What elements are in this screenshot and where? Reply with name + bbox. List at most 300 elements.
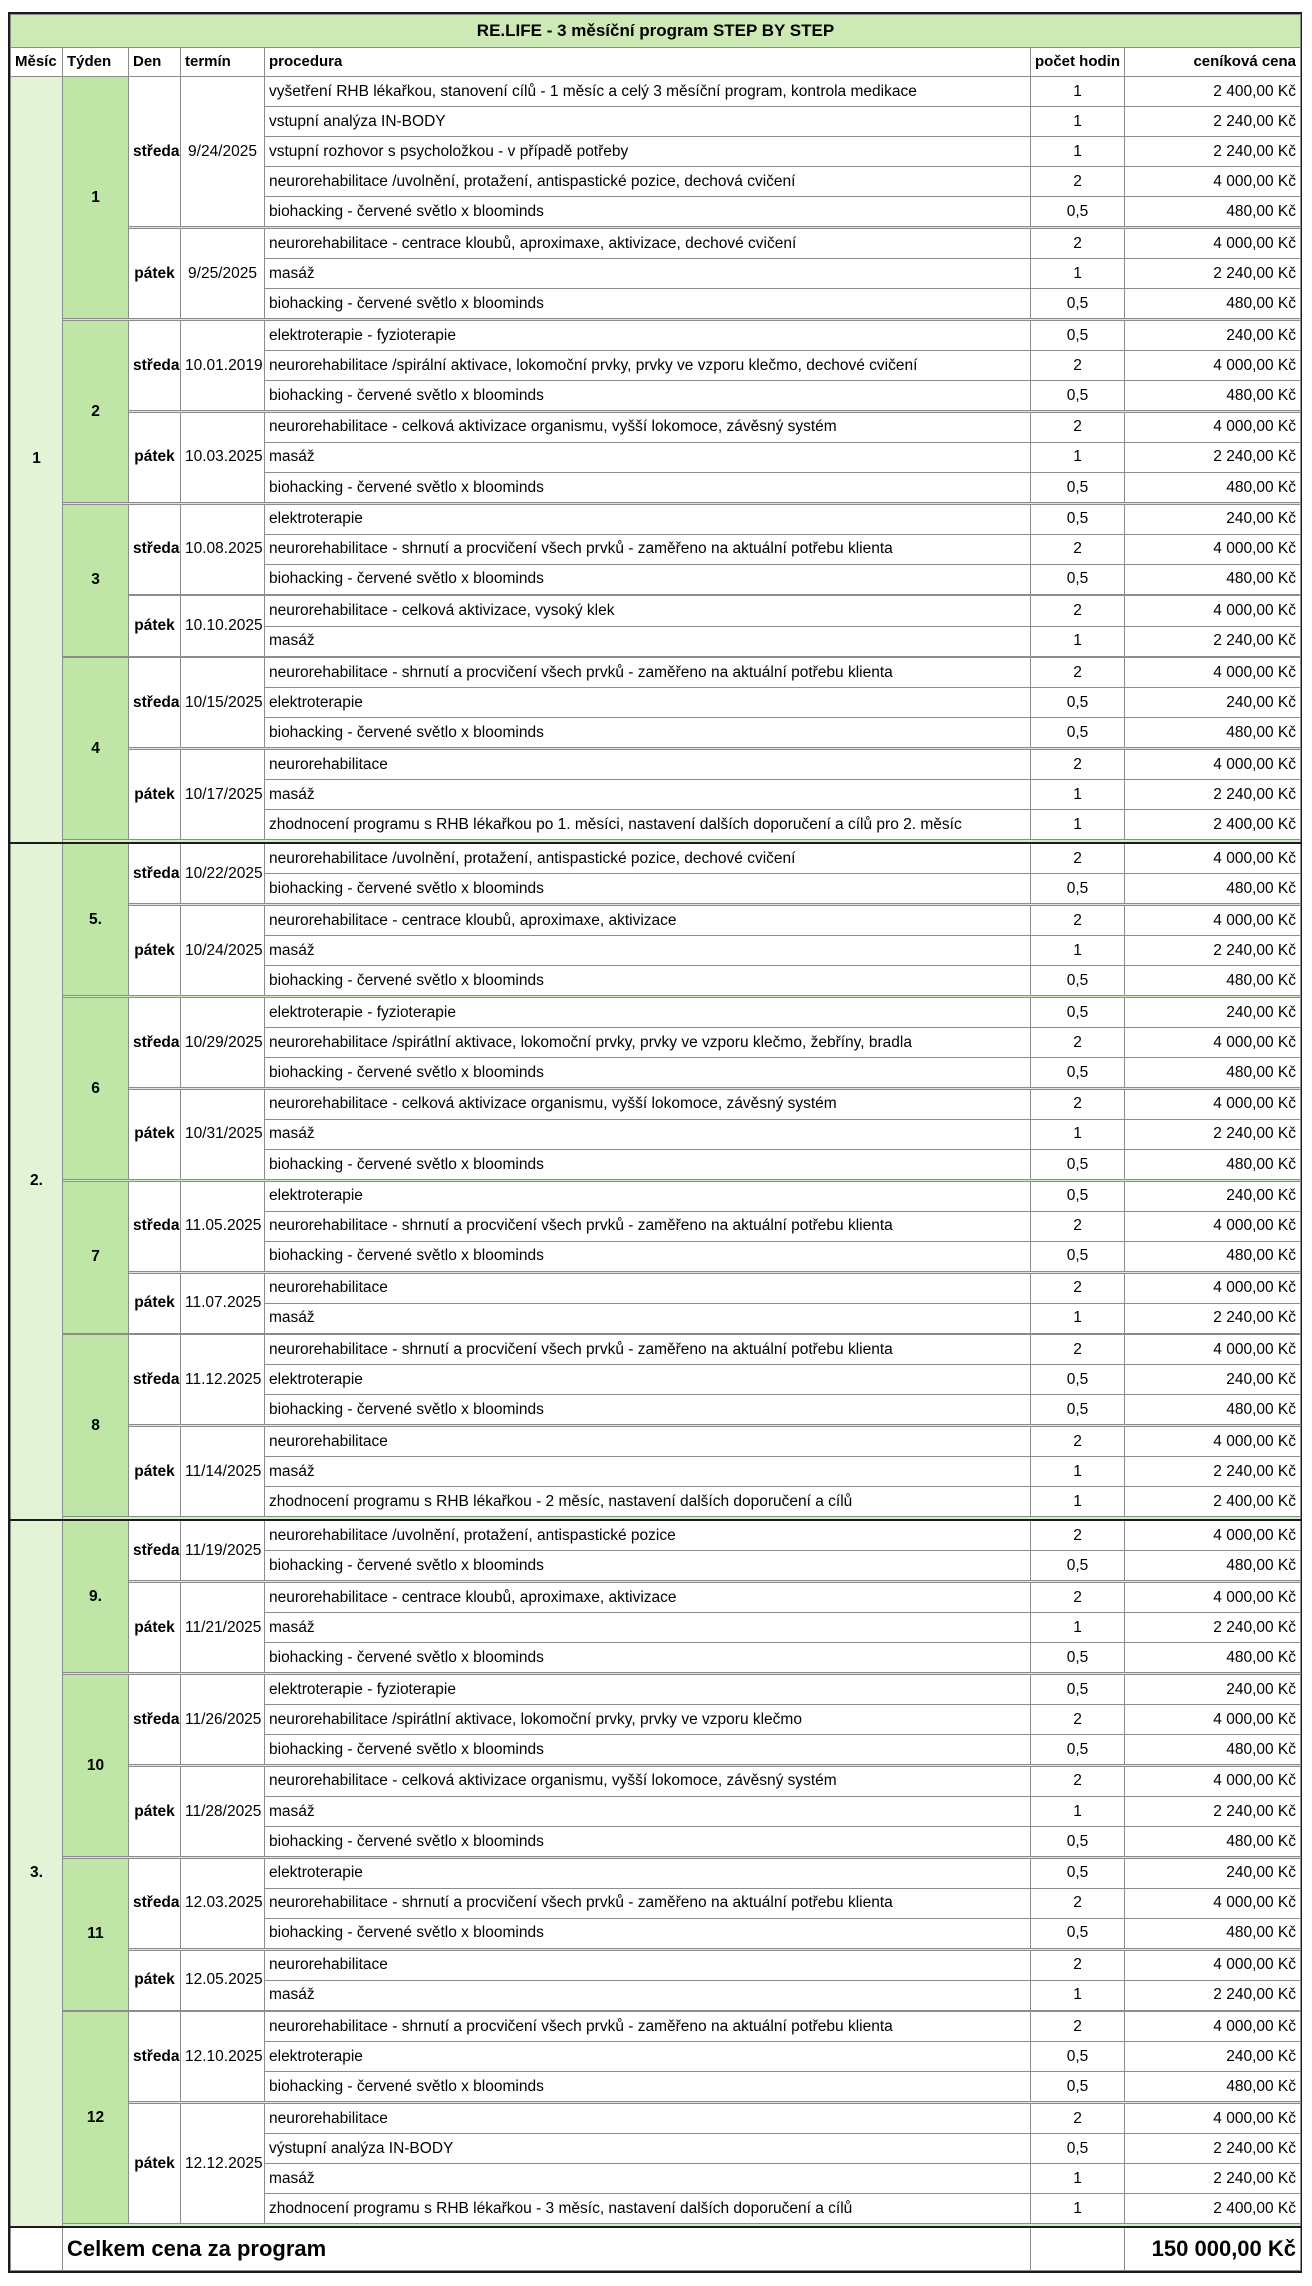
day-cell: pátek: [129, 1427, 181, 1517]
hours-cell: 0,5: [1031, 2072, 1125, 2102]
price-cell: 240,00 Kč: [1125, 2042, 1301, 2072]
program-table: [10, 14, 1301, 2271]
hours-cell: 2: [1031, 843, 1125, 874]
hours-cell: 2: [1031, 1211, 1125, 1241]
date-cell: 10.08.2025: [181, 504, 265, 594]
hours-cell: 0,5: [1031, 874, 1125, 904]
price-cell: 4 000,00 Kč: [1125, 750, 1301, 780]
price-cell: 480,00 Kč: [1125, 1551, 1301, 1581]
date-cell: 10/15/2025: [181, 658, 265, 748]
hours-cell: 0,5: [1031, 2134, 1125, 2164]
day-cell: pátek: [129, 228, 181, 318]
price-cell: 480,00 Kč: [1125, 1149, 1301, 1179]
hours-cell: 1: [1031, 1457, 1125, 1487]
procedure-cell: neurorehabilitace - shrnutí a procvičení všech prvků - zaměřeno na aktuální potřebu klienta: [265, 1335, 1031, 1365]
procedure-cell: masáž: [265, 442, 1031, 472]
procedure-cell: elektroterapie - fyzioterapie: [265, 320, 1031, 350]
procedure-cell: vstupní analýza IN-BODY: [265, 106, 1031, 136]
price-cell: 4 000,00 Kč: [1125, 1273, 1301, 1303]
procedure-cell: neurorehabilitace: [265, 2104, 1031, 2134]
date-cell: 11.05.2025: [181, 1181, 265, 1271]
procedure-row: [11, 320, 1301, 350]
procedure-row: [11, 750, 1301, 780]
day-cell: středa: [129, 1181, 181, 1271]
price-cell: 480,00 Kč: [1125, 874, 1301, 904]
hours-cell: 2: [1031, 1888, 1125, 1918]
procedure-cell: neurorehabilitace - celková aktivizace organismu, vyšší lokomoce, závěsný systém: [265, 412, 1031, 442]
hours-cell: 0,5: [1031, 1241, 1125, 1271]
week-cell: 7: [63, 1181, 129, 1333]
procedure-cell: neurorehabilitace - centrace kloubů, aproximaxe, aktivizace: [265, 905, 1031, 935]
procedure-cell: neurorehabilitace - centrace kloubů, aproximaxe, aktivizace: [265, 1582, 1031, 1612]
procedure-row: [11, 2104, 1301, 2134]
procedure-cell: masáž: [265, 1796, 1031, 1826]
week-cell: 8: [63, 1335, 129, 1517]
hours-cell: 2: [1031, 228, 1125, 258]
sheet-title: RE.LIFE - 3 měsíční program STEP BY STEP: [11, 15, 1301, 48]
day-cell: středa: [129, 1674, 181, 1764]
hours-cell: 0,5: [1031, 1918, 1125, 1948]
hours-cell: 0,5: [1031, 1674, 1125, 1704]
procedure-cell: neurorehabilitace /spirátlní aktivace, lokomoční prvky, prvky ve vzporu klečmo, žebříny, bradla: [265, 1027, 1031, 1057]
hours-cell: 0,5: [1031, 1365, 1125, 1395]
month-cell: 1: [11, 76, 63, 842]
hours-cell: 0,5: [1031, 564, 1125, 594]
header-cenikova-cena: ceníková cena: [1125, 47, 1301, 76]
week-cell: 10: [63, 1674, 129, 1856]
price-cell: 2 400,00 Kč: [1125, 76, 1301, 106]
date-cell: 10/29/2025: [181, 997, 265, 1087]
procedure-row: [11, 1766, 1301, 1796]
day-cell: středa: [129, 843, 181, 904]
header-row: [11, 47, 1301, 76]
price-cell: 2 240,00 Kč: [1125, 106, 1301, 136]
procedure-cell: neurorehabilitace - centrace kloubů, aproximaxe, aktivizace, dechové cvičení: [265, 228, 1031, 258]
procedure-cell: neurorehabilitace /uvolnění, protažení, antispastické pozice: [265, 1520, 1031, 1551]
hours-cell: 2: [1031, 1335, 1125, 1365]
hours-cell: 1: [1031, 76, 1125, 106]
price-cell: 4 000,00 Kč: [1125, 1766, 1301, 1796]
date-cell: 9/25/2025: [181, 228, 265, 318]
header-procedura: procedura: [265, 47, 1031, 76]
header-tyden: Týden: [63, 47, 129, 76]
hours-cell: 0,5: [1031, 288, 1125, 318]
day-cell: pátek: [129, 905, 181, 995]
price-cell: 2 400,00 Kč: [1125, 1487, 1301, 1517]
procedure-cell: elektroterapie: [265, 1181, 1031, 1211]
procedure-row: [11, 1273, 1301, 1303]
procedure-cell: biohacking - červené světlo x bloominds: [265, 1551, 1031, 1581]
week-cell: 5.: [63, 843, 129, 996]
procedure-cell: výstupní analýza IN-BODY: [265, 2134, 1031, 2164]
title-row: [11, 15, 1301, 48]
price-cell: 4 000,00 Kč: [1125, 596, 1301, 626]
price-cell: 4 000,00 Kč: [1125, 350, 1301, 380]
procedure-cell: masáž: [265, 1457, 1031, 1487]
procedure-cell: biohacking - červené světlo x bloominds: [265, 288, 1031, 318]
hours-cell: 2: [1031, 2104, 1125, 2134]
hours-cell: 0,5: [1031, 380, 1125, 410]
procedure-row: [11, 228, 1301, 258]
price-cell: 4 000,00 Kč: [1125, 2012, 1301, 2042]
procedure-cell: elektroterapie: [265, 504, 1031, 534]
price-cell: 4 000,00 Kč: [1125, 1950, 1301, 1980]
price-cell: 240,00 Kč: [1125, 1181, 1301, 1211]
hours-cell: 2: [1031, 750, 1125, 780]
procedure-cell: elektroterapie: [265, 2042, 1031, 2072]
day-cell: pátek: [129, 1273, 181, 1333]
procedure-row: [11, 905, 1301, 935]
procedure-cell: masáž: [265, 1980, 1031, 2010]
hours-cell: 1: [1031, 1119, 1125, 1149]
price-cell: 4 000,00 Kč: [1125, 1027, 1301, 1057]
hours-cell: 2: [1031, 1582, 1125, 1612]
price-cell: 2 240,00 Kč: [1125, 1612, 1301, 1642]
month-cell: 2.: [11, 843, 63, 1520]
price-cell: 4 000,00 Kč: [1125, 1089, 1301, 1119]
price-cell: 4 000,00 Kč: [1125, 905, 1301, 935]
procedure-cell: neurorehabilitace: [265, 1273, 1031, 1303]
hours-cell: 2: [1031, 1766, 1125, 1796]
hours-cell: 2: [1031, 1704, 1125, 1734]
procedure-cell: neurorehabilitace - shrnutí a procvičení všech prvků - zaměřeno na aktuální potřebu klienta: [265, 658, 1031, 688]
procedure-cell: biohacking - červené světlo x bloominds: [265, 1734, 1031, 1764]
day-cell: pátek: [129, 596, 181, 656]
procedure-cell: zhodnocení programu s RHB lékařkou - 3 měsíc, nastavení dalších doporučení a cílů: [265, 2194, 1031, 2224]
week-cell: 3: [63, 504, 129, 656]
day-cell: středa: [129, 1335, 181, 1425]
hours-cell: 1: [1031, 1612, 1125, 1642]
procedure-cell: neurorehabilitace - celková aktivizace, vysoký klek: [265, 596, 1031, 626]
week-cell: 9.: [63, 1520, 129, 1673]
week-cell: 4: [63, 658, 129, 840]
week-cell: 11: [63, 1858, 129, 2010]
date-cell: 12.05.2025: [181, 1950, 265, 2010]
day-cell: pátek: [129, 1089, 181, 1179]
hours-cell: 2: [1031, 350, 1125, 380]
procedure-cell: masáž: [265, 780, 1031, 810]
hours-cell: 0,5: [1031, 2042, 1125, 2072]
hours-cell: 1: [1031, 626, 1125, 656]
day-cell: pátek: [129, 1582, 181, 1672]
date-cell: 10.10.2025: [181, 596, 265, 656]
hours-cell: 1: [1031, 442, 1125, 472]
day-cell: pátek: [129, 412, 181, 502]
price-cell: 4 000,00 Kč: [1125, 412, 1301, 442]
procedure-cell: elektroterapie: [265, 1858, 1031, 1888]
price-cell: 240,00 Kč: [1125, 320, 1301, 350]
procedure-cell: masáž: [265, 626, 1031, 656]
date-cell: 12.03.2025: [181, 1858, 265, 1948]
procedure-row: [11, 997, 1301, 1027]
day-cell: středa: [129, 997, 181, 1087]
total-row: [11, 2227, 1301, 2271]
day-cell: středa: [129, 1858, 181, 1948]
procedure-cell: neurorehabilitace /spirální aktivace, lokomoční prvky, prvky ve vzporu klečmo, dechové cvičení: [265, 350, 1031, 380]
price-cell: 480,00 Kč: [1125, 1395, 1301, 1425]
procedure-cell: neurorehabilitace - shrnutí a procvičení všech prvků - zaměřeno na aktuální potřebu klienta: [265, 1211, 1031, 1241]
procedure-cell: biohacking - červené světlo x bloominds: [265, 197, 1031, 227]
procedure-row: [11, 1520, 1301, 1551]
procedure-row: [11, 1181, 1301, 1211]
procedure-cell: masáž: [265, 935, 1031, 965]
date-cell: 11/26/2025: [181, 1674, 265, 1764]
procedure-cell: neurorehabilitace - celková aktivizace organismu, vyšší lokomoce, závěsný systém: [265, 1766, 1031, 1796]
hours-cell: 0,5: [1031, 1734, 1125, 1764]
week-cell: 2: [63, 320, 129, 502]
price-cell: 480,00 Kč: [1125, 1642, 1301, 1672]
hours-cell: 1: [1031, 1796, 1125, 1826]
hours-cell: 0,5: [1031, 1826, 1125, 1856]
procedure-cell: masáž: [265, 1303, 1031, 1333]
price-cell: 480,00 Kč: [1125, 1826, 1301, 1856]
price-cell: 2 240,00 Kč: [1125, 1119, 1301, 1149]
procedure-cell: masáž: [265, 2164, 1031, 2194]
price-cell: 4 000,00 Kč: [1125, 843, 1301, 874]
total-spacer-cell: [11, 2227, 63, 2271]
date-cell: 10/31/2025: [181, 1089, 265, 1179]
procedure-cell: biohacking - červené světlo x bloominds: [265, 965, 1031, 995]
hours-cell: 2: [1031, 596, 1125, 626]
procedure-cell: biohacking - červené světlo x bloominds: [265, 1918, 1031, 1948]
header-mesic: Měsíc: [11, 47, 63, 76]
procedure-cell: neurorehabilitace /uvolnění, protažení, antispastické pozice, dechové cvičení: [265, 843, 1031, 874]
hours-cell: 2: [1031, 166, 1125, 196]
procedure-cell: neurorehabilitace: [265, 750, 1031, 780]
price-cell: 240,00 Kč: [1125, 1674, 1301, 1704]
month-cell: 3.: [11, 1520, 63, 2227]
date-cell: 9/24/2025: [181, 76, 265, 226]
price-cell: 480,00 Kč: [1125, 197, 1301, 227]
procedure-cell: neurorehabilitace /spirátlní aktivace, lokomoční prvky, prvky ve vzporu klečmo: [265, 1704, 1031, 1734]
hours-cell: 0,5: [1031, 1181, 1125, 1211]
hours-cell: 0,5: [1031, 197, 1125, 227]
procedure-row: [11, 504, 1301, 534]
date-cell: 10.03.2025: [181, 412, 265, 502]
procedure-row: [11, 1858, 1301, 1888]
procedure-row: [11, 596, 1301, 626]
procedure-cell: elektroterapie - fyzioterapie: [265, 997, 1031, 1027]
price-cell: 4 000,00 Kč: [1125, 1427, 1301, 1457]
price-cell: 2 240,00 Kč: [1125, 626, 1301, 656]
price-cell: 480,00 Kč: [1125, 288, 1301, 318]
procedure-cell: zhodnocení programu s RHB lékařkou - 2 měsíc, nastavení dalších doporučení a cílů: [265, 1487, 1031, 1517]
day-cell: středa: [129, 76, 181, 226]
hours-cell: 1: [1031, 2164, 1125, 2194]
procedure-row: [11, 1950, 1301, 1980]
procedure-cell: zhodnocení programu s RHB lékařkou po 1. měsíci, nastavení dalších doporučení a cílů pro 2. měsíc: [265, 810, 1031, 840]
procedure-cell: biohacking - červené světlo x bloominds: [265, 1642, 1031, 1672]
procedure-cell: biohacking - červené světlo x bloominds: [265, 380, 1031, 410]
day-cell: středa: [129, 504, 181, 594]
day-cell: pátek: [129, 1950, 181, 2010]
total-hours-cell: [1031, 2227, 1125, 2271]
price-cell: 480,00 Kč: [1125, 564, 1301, 594]
price-cell: 2 240,00 Kč: [1125, 442, 1301, 472]
price-cell: 2 240,00 Kč: [1125, 2134, 1301, 2164]
hours-cell: 0,5: [1031, 504, 1125, 534]
hours-cell: 2: [1031, 1520, 1125, 1551]
procedure-row: [11, 1335, 1301, 1365]
procedure-cell: masáž: [265, 258, 1031, 288]
hours-cell: 0,5: [1031, 1858, 1125, 1888]
price-cell: 240,00 Kč: [1125, 1858, 1301, 1888]
date-cell: 11/19/2025: [181, 1520, 265, 1581]
procedure-row: [11, 843, 1301, 874]
price-cell: 480,00 Kč: [1125, 380, 1301, 410]
hours-cell: 2: [1031, 1273, 1125, 1303]
hours-cell: 0,5: [1031, 688, 1125, 718]
price-cell: 4 000,00 Kč: [1125, 1704, 1301, 1734]
day-cell: pátek: [129, 750, 181, 840]
date-cell: 11.12.2025: [181, 1335, 265, 1425]
day-cell: středa: [129, 1520, 181, 1581]
hours-cell: 0,5: [1031, 965, 1125, 995]
hours-cell: 1: [1031, 1303, 1125, 1333]
price-cell: 480,00 Kč: [1125, 1918, 1301, 1948]
price-cell: 480,00 Kč: [1125, 2072, 1301, 2102]
price-cell: 2 400,00 Kč: [1125, 810, 1301, 840]
hours-cell: 2: [1031, 658, 1125, 688]
price-cell: 4 000,00 Kč: [1125, 1582, 1301, 1612]
price-cell: 4 000,00 Kč: [1125, 658, 1301, 688]
week-cell: 1: [63, 76, 129, 318]
hours-cell: 1: [1031, 780, 1125, 810]
price-cell: 2 240,00 Kč: [1125, 2164, 1301, 2194]
date-cell: 11/28/2025: [181, 1766, 265, 1856]
procedure-cell: biohacking - červené světlo x bloominds: [265, 1826, 1031, 1856]
procedure-cell: neurorehabilitace /uvolnění, protažení, antispastické pozice, dechová cvičení: [265, 166, 1031, 196]
procedure-cell: neurorehabilitace: [265, 1427, 1031, 1457]
total-label: Celkem cena za program: [63, 2227, 1031, 2271]
date-cell: 11/14/2025: [181, 1427, 265, 1517]
hours-cell: 0,5: [1031, 1642, 1125, 1672]
hours-cell: 1: [1031, 2194, 1125, 2224]
hours-cell: 2: [1031, 2012, 1125, 2042]
hours-cell: 2: [1031, 1027, 1125, 1057]
hours-cell: 0,5: [1031, 997, 1125, 1027]
price-cell: 2 240,00 Kč: [1125, 258, 1301, 288]
hours-cell: 1: [1031, 106, 1125, 136]
procedure-row: [11, 1427, 1301, 1457]
price-cell: 2 240,00 Kč: [1125, 935, 1301, 965]
date-cell: 12.12.2025: [181, 2104, 265, 2224]
week-cell: 12: [63, 2012, 129, 2224]
day-cell: pátek: [129, 2104, 181, 2224]
procedure-cell: biohacking - červené světlo x bloominds: [265, 472, 1031, 502]
price-cell: 2 240,00 Kč: [1125, 1796, 1301, 1826]
procedure-cell: elektroterapie: [265, 1365, 1031, 1395]
week-cell: 6: [63, 997, 129, 1179]
price-cell: 480,00 Kč: [1125, 718, 1301, 748]
procedure-cell: vyšetření RHB lékařkou, stanovení cílů - 1 měsíc a celý 3 měsíční program, kontrola medikace: [265, 76, 1031, 106]
procedure-cell: biohacking - červené světlo x bloominds: [265, 718, 1031, 748]
hours-cell: 1: [1031, 1487, 1125, 1517]
procedure-cell: masáž: [265, 1612, 1031, 1642]
price-cell: 4 000,00 Kč: [1125, 1520, 1301, 1551]
date-cell: 11/21/2025: [181, 1582, 265, 1672]
price-cell: 4 000,00 Kč: [1125, 1888, 1301, 1918]
hours-cell: 0,5: [1031, 320, 1125, 350]
hours-cell: 2: [1031, 905, 1125, 935]
day-cell: pátek: [129, 1766, 181, 1856]
date-cell: 10/22/2025: [181, 843, 265, 904]
day-cell: středa: [129, 658, 181, 748]
date-cell: 10/17/2025: [181, 750, 265, 840]
price-cell: 4 000,00 Kč: [1125, 228, 1301, 258]
procedure-cell: vstupní rozhovor s psycholožkou - v případě potřeby: [265, 136, 1031, 166]
hours-cell: 0,5: [1031, 718, 1125, 748]
procedure-cell: biohacking - červené světlo x bloominds: [265, 874, 1031, 904]
date-cell: 10.01.2019: [181, 320, 265, 410]
header-pocet-hodin: počet hodin: [1031, 47, 1125, 76]
procedure-row: [11, 658, 1301, 688]
hours-cell: 1: [1031, 258, 1125, 288]
price-cell: 2 240,00 Kč: [1125, 1457, 1301, 1487]
price-cell: 480,00 Kč: [1125, 1734, 1301, 1764]
price-cell: 240,00 Kč: [1125, 1365, 1301, 1395]
price-cell: 480,00 Kč: [1125, 1057, 1301, 1087]
procedure-cell: biohacking - červené světlo x bloominds: [265, 1395, 1031, 1425]
price-cell: 2 240,00 Kč: [1125, 780, 1301, 810]
hours-cell: 0,5: [1031, 1551, 1125, 1581]
procedure-cell: biohacking - červené světlo x bloominds: [265, 1057, 1031, 1087]
hours-cell: 0,5: [1031, 472, 1125, 502]
price-cell: 480,00 Kč: [1125, 1241, 1301, 1271]
hours-cell: 1: [1031, 136, 1125, 166]
procedure-cell: neurorehabilitace - celková aktivizace organismu, vyšší lokomoce, závěsný systém: [265, 1089, 1031, 1119]
hours-cell: 2: [1031, 534, 1125, 564]
procedure-row: [11, 412, 1301, 442]
price-cell: 2 240,00 Kč: [1125, 136, 1301, 166]
price-cell: 240,00 Kč: [1125, 688, 1301, 718]
procedure-cell: neurorehabilitace: [265, 1950, 1031, 1980]
hours-cell: 1: [1031, 810, 1125, 840]
procedure-cell: masáž: [265, 1119, 1031, 1149]
price-cell: 480,00 Kč: [1125, 472, 1301, 502]
procedure-cell: biohacking - červené světlo x bloominds: [265, 1241, 1031, 1271]
hours-cell: 2: [1031, 1089, 1125, 1119]
procedure-row: [11, 2012, 1301, 2042]
procedure-cell: biohacking - červené světlo x bloominds: [265, 1149, 1031, 1179]
date-cell: 11.07.2025: [181, 1273, 265, 1333]
procedure-row: [11, 1089, 1301, 1119]
hours-cell: 0,5: [1031, 1149, 1125, 1179]
procedure-cell: elektroterapie: [265, 688, 1031, 718]
date-cell: 12.10.2025: [181, 2012, 265, 2102]
procedure-cell: biohacking - červené světlo x bloominds: [265, 564, 1031, 594]
price-cell: 4 000,00 Kč: [1125, 1335, 1301, 1365]
procedure-cell: elektroterapie - fyzioterapie: [265, 1674, 1031, 1704]
price-cell: 4 000,00 Kč: [1125, 166, 1301, 196]
procedure-cell: neurorehabilitace - shrnutí a procvičení všech prvků - zaměřeno na aktuální potřebu klienta: [265, 1888, 1031, 1918]
price-cell: 2 240,00 Kč: [1125, 1980, 1301, 2010]
price-cell: 480,00 Kč: [1125, 965, 1301, 995]
price-cell: 4 000,00 Kč: [1125, 534, 1301, 564]
procedure-row: [11, 1582, 1301, 1612]
program-spreadsheet: [8, 12, 1302, 2273]
procedure-cell: neurorehabilitace - shrnutí a procvičení všech prvků - zaměřeno na aktuální potřebu klienta: [265, 534, 1031, 564]
hours-cell: 0,5: [1031, 1395, 1125, 1425]
day-cell: středa: [129, 320, 181, 410]
price-cell: 4 000,00 Kč: [1125, 1211, 1301, 1241]
date-cell: 10/24/2025: [181, 905, 265, 995]
procedure-row: [11, 1674, 1301, 1704]
hours-cell: 2: [1031, 1950, 1125, 1980]
hours-cell: 1: [1031, 1980, 1125, 2010]
hours-cell: 2: [1031, 412, 1125, 442]
total-value: 150 000,00 Kč: [1125, 2227, 1301, 2271]
